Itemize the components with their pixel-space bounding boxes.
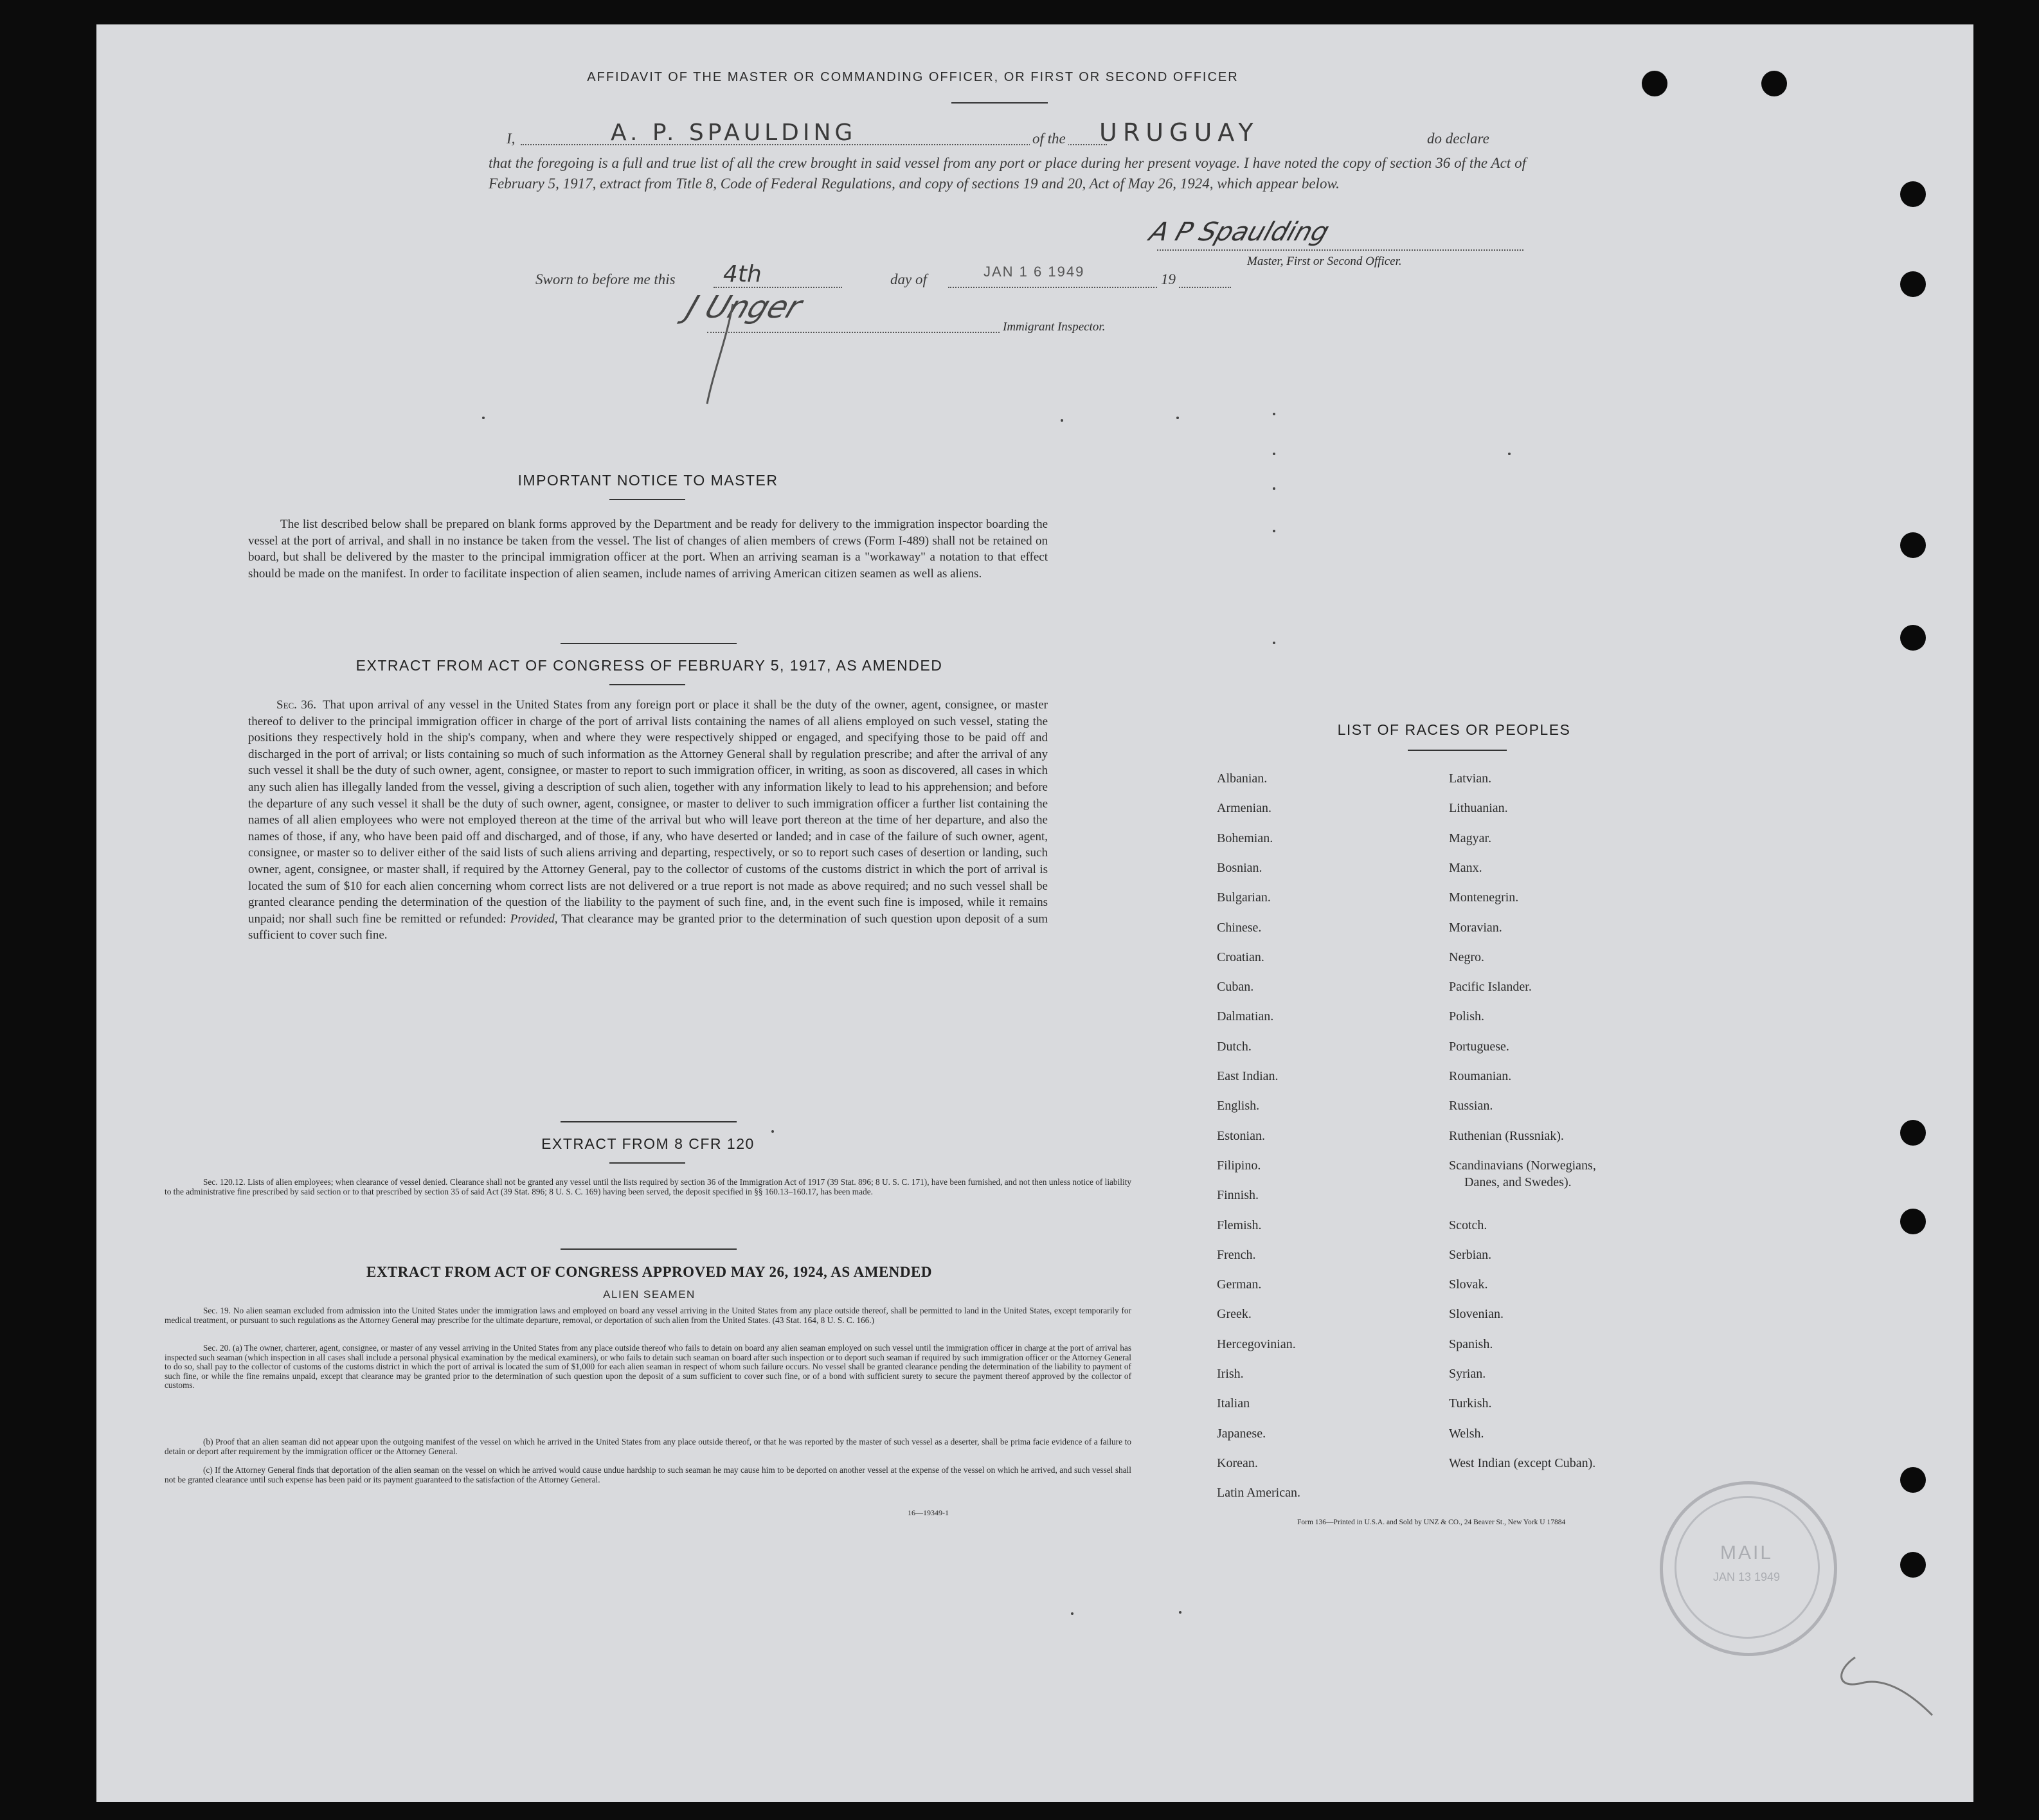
punch-hole [1900, 1467, 1926, 1493]
race-item: Hercegovinian. [1217, 1337, 1296, 1351]
sworn-label: Sworn to before me this [535, 271, 676, 287]
races-title: LIST OF RACES OR PEOPLES [1337, 721, 1571, 738]
form-note: Form 136—Printed in U.S.A. and Sold by UNZ & CO., 24 Beaver St., New York U 17884 [1297, 1518, 1566, 1526]
punch-hole [1900, 1552, 1926, 1578]
pencil-mark [1836, 1651, 1939, 1722]
race-item: Welsh. [1449, 1426, 1484, 1441]
signature-line [1157, 249, 1523, 251]
punch-hole [1761, 71, 1787, 96]
year-label: 19 [1158, 271, 1178, 288]
form-code: 16—19349-1 [908, 1508, 949, 1517]
provided-label: Provided, [510, 912, 558, 926]
punch-hole [1900, 271, 1926, 297]
date-stamp: JAN 1 6 1949 [984, 264, 1085, 280]
divider [561, 643, 737, 644]
race-item: Flemish. [1217, 1218, 1262, 1232]
punch-hole [1900, 625, 1926, 651]
race-item: Polish. [1449, 1009, 1485, 1024]
punch-hole [1900, 1120, 1926, 1146]
race-item: Scandinavians (Norwegians, [1449, 1158, 1596, 1173]
race-item: Scotch. [1449, 1218, 1487, 1232]
punch-hole [1900, 532, 1926, 558]
punch-hole [1900, 1209, 1926, 1234]
punch-hole [1642, 71, 1667, 96]
races-left-column [1217, 771, 1448, 1543]
extract-cfr-title: EXTRACT FROM 8 CFR 120 [541, 1135, 755, 1152]
section-20c-text: (c) If the Attorney General finds that deportation of the alien seaman on the vessel on which he arrived would cause undue hardship to such seaman he may cause him to be deported on another vessel at the expense of the vessel on which he arrived, and such vessel shall not be granted clearance until such expense has been paid or its payment guaranteed to the satisfaction of the Attorney General. [165, 1465, 1131, 1484]
race-item: English. [1217, 1099, 1260, 1113]
notice-title: IMPORTANT NOTICE TO MASTER [517, 472, 778, 489]
races-right-column [1449, 771, 1745, 1543]
section-19-text: Sec. 19. No alien seaman excluded from admission into the United States under the immigration laws and employed on board any vessel arriving in the United States from any place outside thereof, shall be permitted to land in the United States, except temporarily for medical treatment, or pursuant to such regulations as the Attorney General may prescribe for the ultimate departure, removal, or deportation of such alien from the United States. (43 Stat. 164, 8 U. S. C. 166.) [165, 1306, 1131, 1325]
inspector-line [707, 332, 1000, 333]
divider [1408, 750, 1507, 751]
divider [561, 1121, 737, 1122]
of-the-label: of the [1030, 131, 1068, 147]
extract-cfr-text: Sec. 120.12. Lists of alien employees; when clearance of vessel denied. Clearance shall not be granted any vessel until the lists required by section 36 of the Immigration Act of 1917 (39 Stat. 896; 8 U. S. C. 171), have been furnished, and not then unless notice of liability to the administrative fine prescribed by said section or to that prescribed by section 35 of said Act (39 Stat. 896; 8 U. S. C. 169) having been served, the deposit specified in §§ 160.13–160.17, has been made. [165, 1177, 1131, 1196]
race-item: Latvian. [1449, 771, 1492, 786]
vessel-name: URUGUAY [1099, 118, 1259, 147]
section-20b-text: (b) Proof that an alien seaman did not appear upon the outgoing manifest of the vessel on which he arrived in the United States from any place outside thereof, or that he was reported by the master of such vessel as a deserter, shall be prima facie evidence of a failure to detain or deport after requirement by the immigration officer or the Attorney General. [165, 1437, 1131, 1456]
race-item: French. [1217, 1247, 1256, 1262]
divider [609, 1162, 685, 1164]
race-item: Magyar. [1449, 831, 1492, 845]
race-item: Portuguese. [1449, 1039, 1509, 1054]
race-item: Moravian. [1449, 920, 1502, 935]
race-item: East Indian. [1217, 1069, 1279, 1083]
divider [609, 499, 685, 500]
master-role-label: Master, First or Second Officer. [1247, 255, 1402, 268]
race-item: Lithuanian. [1449, 801, 1508, 816]
extract-1924-subtitle: ALIEN SEAMEN [603, 1288, 696, 1301]
race-item: Filipino. [1217, 1158, 1261, 1173]
document-page [96, 24, 1973, 1802]
race-item: Serbian. [1449, 1247, 1492, 1262]
race-item: Slovak. [1449, 1277, 1488, 1292]
date-line [948, 287, 1231, 288]
postmark-date: JAN 13 1949 [1712, 1571, 1781, 1583]
race-item: Bulgarian. [1217, 890, 1271, 905]
race-item: Pacific Islander. [1449, 980, 1532, 995]
race-item: Armenian. [1217, 801, 1271, 816]
punch-hole [1900, 181, 1926, 207]
race-item: Roumanian. [1449, 1069, 1512, 1083]
master-signature: A P Spaulding [1145, 217, 1333, 247]
master-name: A. P. SPAULDING [611, 120, 857, 146]
inspector-signature: J Unger [681, 289, 807, 325]
race-item: Bohemian. [1217, 831, 1273, 845]
signature-stroke [694, 301, 746, 410]
extract-1924-title: EXTRACT FROM ACT OF CONGRESS APPROVED MAY 26, 1924, AS AMENDED [366, 1264, 932, 1280]
notice-text: The list described below shall be prepared on blank forms approved by the Department and be ready for delivery to the immigration inspector boarding the vessel at the port of arrival, and shall in no instance be taken from the vessel. The list of changes of alien members of crews (Form I-489) shall not be retained on board, but shall be delivered by the master to the principal immigration officer at the port. When an arriving seaman is a "workaway" a notation to that effect should be made on the manifest. In order to facilitate inspection of alien seamen, include names of arriving American citizen seamen as well as aliens. [248, 518, 1048, 581]
race-item: German. [1217, 1277, 1262, 1292]
race-item: Estonian. [1217, 1128, 1265, 1143]
race-item: Danes, and Swedes). [1464, 1175, 1572, 1189]
race-item: Spanish. [1449, 1337, 1493, 1351]
race-item: Korean. [1217, 1455, 1258, 1470]
race-item: Turkish. [1449, 1396, 1492, 1411]
race-item: Italian [1217, 1396, 1250, 1411]
section-20a-text: Sec. 20. (a) The owner, charterer, agent, consignee, or master of any vessel arriving in the United States from any place outside thereof who fails to detain on board any alien seaman employed on such vessel until the immigration officer in charge at the port of arrival has inspected such seaman (which inspection in all cases shall include a personal physical examination by the medical examiners), or who fails to detain such seaman on board after such inspection or to deport such seaman if required by such immigration officer or the Attorney General to do so, shall pay to the collector of customs of the customs district in which the port of arrival is located the sum of $1,000 for each alien seaman in respect of whom such failure occurs. No vessel shall be granted clearance pending the determination of the liability to payment of such fine, or while the fine remains unpaid, except that clearance may be granted prior to the determination of such question upon the deposit of a sum sufficient to cover such fine, or of a bond with sufficient surety to secure the payment thereof approved by the collector of customs. [165, 1343, 1131, 1391]
race-item: Bosnian. [1217, 860, 1262, 875]
race-item: Finnish. [1217, 1188, 1259, 1203]
race-item: Croatian. [1217, 950, 1264, 964]
sworn-day: 4th [723, 261, 762, 287]
divider [951, 102, 1048, 104]
section-36-body: That upon arrival of any vessel in the United States from any foreign port or place it shall be the duty of the owner, agent, consignee, or master thereof to deliver to the principal immigration officer in charge of the port of arrival lists containing the names of all aliens employed on such vessel, stating the positions they respectively hold in the ship's company, when and where they were respectively shipped or engaged, and specifying those to be paid off and discharged in the port of arrival; or lists containing so much of such information as the Attorney General shall by regulation prescribe; and after the arrival of any such vessel it shall be the duty of such owner, agent, consignee, or master to report to such immigration officer, in writing, as soon as discovered, all cases in which any such alien has illegally landed from the vessel, giving a description of such alien, together with any information likely to lead to his apprehension; and before the departure of any such vessel it shall be the duty of such owner, agent, consignee, or master to deliver to such immigration officer a further list containing the names of all alien employees who were not employed thereon at the time of the arrival but who will leave port thereon at the time of her departure, and also the names of those, if any, who have been paid off and discharged, and of those, if any, who have deserted or landed; and in case of the failure of such owner, agent, consignee, or master so to deliver either of the said lists of such aliens arriving and departing, respectively, or so to report such cases of desertion or landing, such owner, agent, consignee, or master shall, if required by the Attorney General, pay to the collector of customs of the customs district in which the port of arrival is located the sum of $10 for each alien concerning whom correct lists are not delivered or a true report is not made as above required; and no such vessel shall be granted clearance pending the determination of the question of the liability to the payment of such fine, and, in the event such fine is imposed, while it remains unpaid; nor shall such fine be remitted or refunded: [248, 698, 1048, 926]
extract-1917-title: EXTRACT FROM ACT OF CONGRESS OF FEBRUARY 5, 1917, AS AMENDED [355, 657, 943, 674]
postmark-stamp [1660, 1481, 1837, 1656]
affidavit-body: that the foregoing is a full and true list of all the crew brought in said vessel from any port or place during her present voyage. I have noted the copy of section 36 of the Act of February 5, 1917, extract from Title 8, Code of Federal Regulations, and copy of sections 19 and 20, Act of May 26, 1924, which appear below. [489, 155, 1526, 192]
section-label: Sec. 36. [276, 698, 316, 712]
race-item: Negro. [1449, 950, 1484, 964]
race-item: Latin American. [1217, 1486, 1300, 1500]
race-item: Dalmatian. [1217, 1009, 1274, 1024]
extract-1917-text [248, 697, 1048, 944]
inspector-label: Immigrant Inspector. [1003, 320, 1106, 334]
i-label: I, [507, 131, 516, 147]
race-item: Ruthenian (Russniak). [1449, 1128, 1564, 1143]
race-item: Albanian. [1217, 771, 1268, 786]
race-item: Chinese. [1217, 920, 1262, 935]
postmark-text: MAIL [1720, 1542, 1774, 1563]
race-item: Syrian. [1449, 1367, 1486, 1381]
divider [561, 1248, 737, 1250]
race-item: Greek. [1217, 1307, 1252, 1322]
race-item: Manx. [1449, 860, 1482, 875]
race-item: West Indian (except Cuban). [1449, 1455, 1596, 1470]
race-item: Slovenian. [1449, 1307, 1504, 1322]
day-of-label: day of [890, 271, 927, 287]
race-item: Japanese. [1217, 1426, 1266, 1441]
affidavit-heading: AFFIDAVIT OF THE MASTER OR COMMANDING OFFICER, OR FIRST OR SECOND OFFICER [587, 70, 1239, 84]
race-item: Montenegrin. [1449, 890, 1519, 905]
race-item: Irish. [1217, 1367, 1244, 1381]
section-36-end: That clearance may be granted prior to the determination of such question upon deposit of a sum sufficient to cover such fine. [248, 912, 1048, 942]
race-item: Cuban. [1217, 980, 1254, 995]
race-item: Russian. [1449, 1099, 1493, 1113]
divider [609, 684, 685, 685]
race-item: Dutch. [1217, 1039, 1252, 1054]
do-declare-label: do declare [1424, 131, 1492, 147]
